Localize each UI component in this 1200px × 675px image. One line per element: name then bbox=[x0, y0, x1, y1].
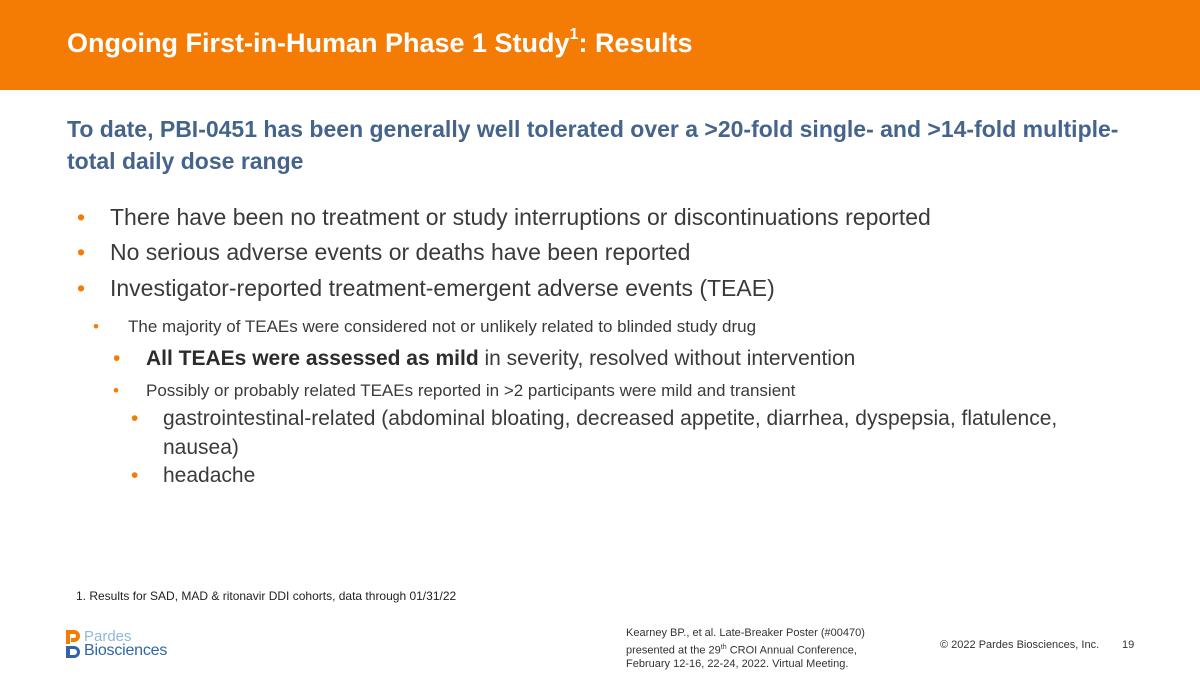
title-bar bbox=[0, 0, 1200, 90]
bullet-icon: • bbox=[77, 275, 86, 301]
footnote: 1. Results for SAD, MAD & ritonavir DDI cohorts, data through 01/31/22 bbox=[76, 589, 457, 603]
sub-bullet-item: • All TEAEs were assessed as mild in severity, resolved without intervention bbox=[113, 347, 856, 370]
citation: Kearney BP., et al. Late-Breaker Poster (#00470) presented at the 29th CROI Annual Conference, February 12-16, 22-24, 2022. Virtual Meeting. bbox=[626, 627, 865, 670]
bullet-icon: • bbox=[77, 204, 86, 230]
title-footnote-marker: 1 bbox=[569, 26, 579, 43]
bullet-icon: • bbox=[93, 317, 99, 336]
bullet-icon: • bbox=[131, 407, 139, 430]
page-number: 19 bbox=[1122, 639, 1135, 651]
bullet-icon: • bbox=[77, 239, 86, 265]
bullet-icon: • bbox=[113, 347, 121, 370]
copyright: © 2022 Pardes Biosciences, Inc. bbox=[940, 639, 1100, 651]
sub-bullet-item: • Possibly or probably related TEAEs reported in >2 participants were mild and transient bbox=[113, 381, 796, 400]
bullet-item: • Investigator-reported treatment-emergent adverse events (TEAE) bbox=[77, 275, 775, 301]
sub-sub-bullet-item: • gastrointestinal-related (abdominal bloating, decreased appetite, diarrhea, dyspepsia, flatulence, nausea) bbox=[163, 404, 1063, 462]
logo-text-biosciences: Biosciences bbox=[84, 642, 168, 659]
slide-subtitle: To date, PBI-0451 has been generally well tolerated over a >20-fold single- and >14-fold multiple-total daily dose range bbox=[67, 116, 1119, 174]
bullet-icon: • bbox=[113, 381, 119, 400]
slide-title: Ongoing First-in-Human Phase 1 Study$^1$: Results bbox=[67, 26, 693, 58]
bullet-item: • There have been no treatment or study interruptions or discontinuations reported bbox=[77, 204, 931, 230]
bullet-icon: • bbox=[131, 464, 139, 487]
emphasis-text: All TEAEs were assessed as mild bbox=[146, 347, 479, 370]
sub-sub-bullet-item: • headache bbox=[163, 461, 1063, 490]
sub-bullet-item: • The majority of TEAEs were considered not or unlikely related to blinded study drug bbox=[93, 317, 757, 336]
pardes-logo-icon bbox=[66, 630, 82, 658]
bullet-item: • No serious adverse events or deaths have been reported bbox=[77, 239, 691, 265]
company-logo bbox=[66, 628, 196, 660]
logo-text-pardes: Pardes bbox=[84, 628, 132, 645]
